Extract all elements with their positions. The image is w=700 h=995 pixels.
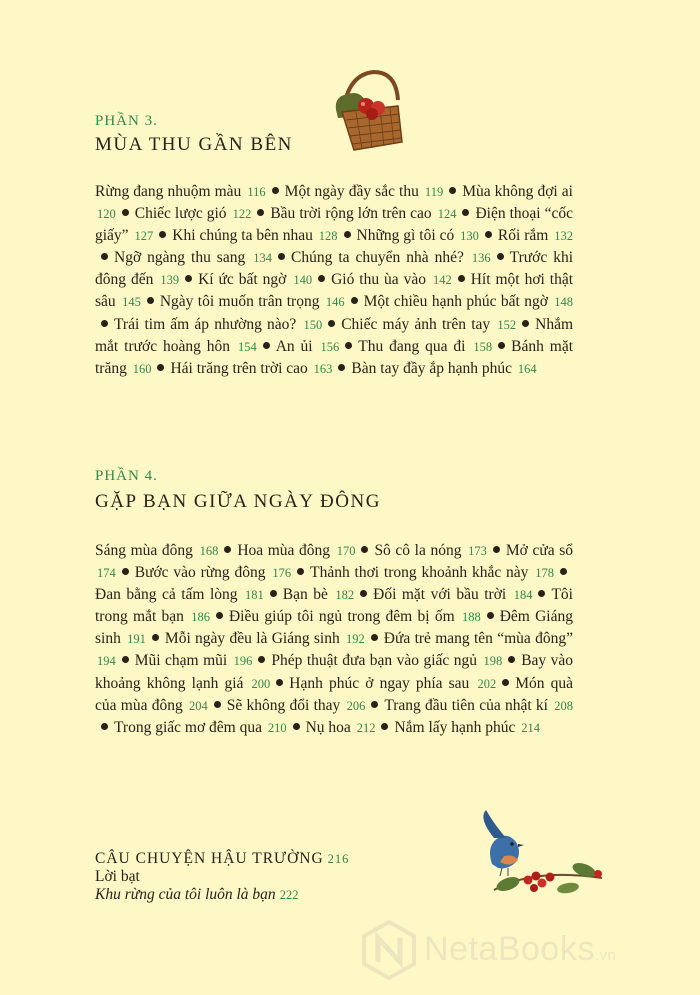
bullet-separator [122,656,129,663]
toc-entry-title: Đứa trẻ mang tên “mùa đông” [383,630,573,648]
toc-entry [135,652,253,669]
page-number: 145 [122,295,141,310]
toc-entry-title: Bầu trời rộng lớn trên cao [270,205,432,223]
behind-the-scenes-entry [95,850,349,904]
bullet-separator [497,253,504,260]
toc-entry-title: Phép thuật đưa bạn vào giấc ngủ [271,652,477,670]
bullet-separator [272,187,279,194]
toc-entry-title: Ngỡ ngàng thu sang [114,249,246,267]
toc-entry [114,249,272,266]
toc-entry-title: Ngày tôi muốn trân trọng [159,293,320,311]
page-number: 214 [521,720,541,735]
page-number: 128 [318,229,338,244]
bullet-separator [122,568,129,575]
page-number: 194 [97,654,116,669]
toc-entry-title: Hoa mùa đông [237,542,331,559]
bullet-separator [293,723,300,730]
bullet-separator [462,209,469,216]
toc-entry [227,697,366,714]
page-number: 198 [483,654,503,669]
bullet-separator [185,275,192,282]
toc-entry-title: Hái trăng trên trời cao [170,359,308,377]
toc-entry-title: Trong giấc mơ đêm qua [114,718,262,736]
bullet-separator [297,568,304,575]
toc-entry [271,652,502,669]
toc-entry [229,608,481,625]
bullet-separator [502,679,509,686]
bullet-separator [152,634,159,641]
bullet-separator [258,656,265,663]
bullet-separator [485,231,492,238]
toc-entry-title: Đan bằng cả tấm lòng [95,586,238,604]
page-number: 154 [237,339,257,354]
page-number: 173 [468,544,487,558]
page-number: 208 [554,698,573,713]
toc-entry [198,271,312,288]
toc-entry-title: Nhắm mắt trước hoàng hôn [95,315,574,355]
toc-entry-title: Một ngày đầy sắc thu [284,183,419,200]
page-number: 186 [191,610,210,625]
toc-entry-title: Đêm Giáng sinh [95,608,573,648]
toc-entry-title: An ủi [275,337,313,355]
toc-entry [237,542,355,559]
bullet-separator [263,342,270,349]
page-number: 188 [461,610,481,625]
toc-entry [95,183,266,200]
toc-entry-title: Rừng đang nhuộm màu [95,183,242,200]
page-number: 160 [132,361,152,376]
toc-entry [114,719,287,736]
toc-entry [331,271,452,288]
toc-entry [498,227,573,244]
toc-entry-title: Bước vào rừng đông [134,564,266,582]
bullet-separator [371,634,378,641]
toc-entry [270,205,456,222]
toc-entry [95,542,218,559]
page-number: 156 [320,339,340,354]
toc-entry [291,249,491,266]
page-number: 170 [336,544,356,558]
bullet-separator [344,231,351,238]
toc-entry-title: Gió thu ùa vào [331,271,427,289]
part-3-title: MÙA THU GẦN BÊN [95,134,293,155]
toc-entry-title: Một chiều hạnh phúc bất ngờ [363,293,548,311]
toc-entry [283,586,354,603]
page-number: 202 [477,676,497,691]
toc-entry-title: Chúng ta chuyển nhà nhé? [290,249,464,267]
closing-title: Khu rừng của tôi luôn là bạn [95,886,276,903]
page-number: 192 [346,632,365,647]
toc-entry [160,293,345,310]
bullet-separator [522,320,529,327]
toc-entry-title: Khi chúng ta bên nhau [172,227,313,245]
watermark-suffix: .vn [594,947,617,964]
toc-entry-title: Sẽ không đổi thay [226,696,341,714]
page-number: 116 [247,185,266,199]
toc-entry-title: Sô cô la nóng [374,542,462,559]
page-number: 134 [253,251,272,266]
watermark-brand: NetaBooks [424,930,595,968]
bullet-separator [371,701,378,708]
bullet-separator [276,679,283,686]
bullet-separator [328,320,335,327]
toc-entry-title: Trái tim ấm áp nhường nào? [114,315,297,333]
bullet-separator [216,612,223,619]
page-number: 174 [97,566,116,581]
toc-entry-title: Chiếc lược gió [134,205,227,223]
apple-basket-icon [332,66,408,152]
toc-entry-title: Trước khi đông đến [95,249,574,289]
bullet-separator [257,209,264,216]
netabooks-watermark [362,918,692,984]
page-number: 182 [335,588,355,603]
toc-entry-title: Mở cửa sổ [505,542,574,559]
bullet-separator [270,590,277,597]
toc-entry [285,183,444,200]
toc-entry [341,316,516,333]
page-number: 181 [245,588,264,603]
toc-entry-title: Bánh mặt trăng [95,337,574,377]
page-number: 178 [535,566,555,581]
toc-entry-title: Chiếc máy ảnh trên tay [341,315,491,333]
page-number: 119 [424,185,444,199]
page-number: 158 [473,339,493,354]
page-number: 140 [293,273,313,288]
toc-entry [306,719,376,736]
bullet-separator [278,253,285,260]
bullet-separator [360,590,367,597]
page-number: 176 [272,566,292,581]
toc-entry [165,630,365,647]
page-number: 146 [325,295,345,310]
toc-entry [114,316,322,333]
toc-entry [351,360,536,377]
toc-entry [364,293,573,310]
toc-entry-title: Thảnh thơi trong khoảnh khắc này [310,564,529,582]
page-number: 212 [356,720,376,735]
page-number: 152 [497,317,517,332]
bullet-separator [122,209,129,216]
page-number: 136 [471,251,491,266]
page-number: 216 [327,852,350,866]
bullet-separator [101,723,108,730]
toc-entry [374,542,486,559]
page-number: 150 [303,317,323,332]
page-number: 163 [313,361,333,376]
toc-entry-title: Hạnh phúc ở ngay phía sau [289,674,470,692]
toc-entry [394,719,540,736]
bullet-separator [101,253,108,260]
toc-entry-title: Kí ức bất ngờ [198,271,287,289]
bluebird-berries-icon [464,808,606,904]
toc-entry-title: Hít một hơi thật sâu [95,271,574,311]
toc-entry-title: Nụ hoa [305,718,351,736]
page-number: 132 [554,229,574,244]
toc-entry [373,586,532,603]
toc-entry [172,227,337,244]
toc-entry-title: Bàn tay đầy ắp hạnh phúc [351,359,512,377]
toc-entry-title: Thu đang qua đi [358,337,466,355]
bullet-separator [351,297,358,304]
toc-entry-title: Nắm lấy hạnh phúc [394,718,516,736]
toc-entry [358,338,492,355]
bullet-separator [101,320,108,327]
bullet-separator [449,187,456,194]
toc-entry [135,564,291,581]
bullet-separator [560,568,567,575]
bullet-separator [361,546,368,553]
toc-entry-title: Rối rắm [497,227,549,245]
toc-entry-title: Đối mặt với bầu trời [373,586,507,604]
toc-entry [276,338,340,355]
bullet-separator [224,546,231,553]
page-number: 196 [233,654,253,669]
toc-entry [357,227,479,244]
toc-entry [310,564,554,581]
toc-entry [170,360,332,377]
toc-entry-title: Điện thoại “cốc giấy” [95,205,574,245]
toc-entry-title: Trang đầu tiên của nhật kí [384,696,548,714]
bullet-separator [157,364,164,371]
part-4-entries [95,540,573,739]
part-4-label: PHẦN 4. [95,468,158,484]
page-number: 191 [127,632,146,647]
bullet-separator [318,275,325,282]
bullet-separator [345,342,352,349]
toc-entry [95,586,264,603]
page-number: 168 [199,544,219,558]
toc-entry [289,675,496,692]
page-number: 148 [554,295,574,310]
page-number: 122 [232,207,252,222]
bullet-separator [381,723,388,730]
bullet-separator [338,364,345,371]
watermark-text [424,930,616,969]
page-number: 164 [517,361,537,376]
bullet-separator [214,701,221,708]
part-3-label: PHẦN 3. [95,113,158,129]
netabooks-logo-icon [362,920,416,980]
bullet-separator [508,656,515,663]
bullet-separator [493,546,500,553]
page-number: 200 [251,676,271,691]
page-number: 206 [346,698,366,713]
afterword-label: Lời bạt [95,868,140,885]
page-number: 120 [97,207,116,222]
toc-entry-title: Món quà của mùa đông [95,674,573,714]
toc-entry-title: Mỗi ngày đều là Giáng sinh [164,630,340,648]
toc-entry-title: Những gì tôi có [356,227,455,245]
page-number: 204 [189,698,208,713]
toc-entry-title: Tôi trong mắt bạn [95,586,573,626]
page-number: 184 [513,588,533,603]
page-number: 124 [437,207,457,222]
bullet-separator [159,231,166,238]
toc-entry-title: Điều giúp tôi ngủ trong đêm bị ốm [228,608,455,626]
bullet-separator [538,590,545,597]
toc-entry-title: Mũi chạm mũi [134,652,228,670]
bullet-separator [487,612,494,619]
bullet-separator [147,297,154,304]
page-number: 142 [432,273,452,288]
toc-entry-title: Bay vào khoảng không lạnh giá [95,652,574,692]
toc-entry [135,205,252,222]
bullet-separator [498,342,505,349]
toc-entry-title: Mùa không đợi ai [462,183,573,200]
part-4-title: GẶP BẠN GIỮA NGÀY ĐÔNG [95,491,381,512]
page-number: 139 [160,273,180,288]
page-number: 222 [279,888,299,902]
toc-entry [384,697,573,714]
page-number: 130 [460,229,479,244]
behind-the-scenes-title: CÂU CHUYỆN HẬU TRƯỜNG [95,850,324,867]
toc-entry-title: Bạn bè [282,586,328,604]
toc-entry-title: Sáng mùa đông [95,542,193,559]
bullet-separator [458,275,465,282]
page-number: 127 [134,229,154,244]
part-3-entries [95,181,573,380]
page-number: 210 [267,720,287,735]
